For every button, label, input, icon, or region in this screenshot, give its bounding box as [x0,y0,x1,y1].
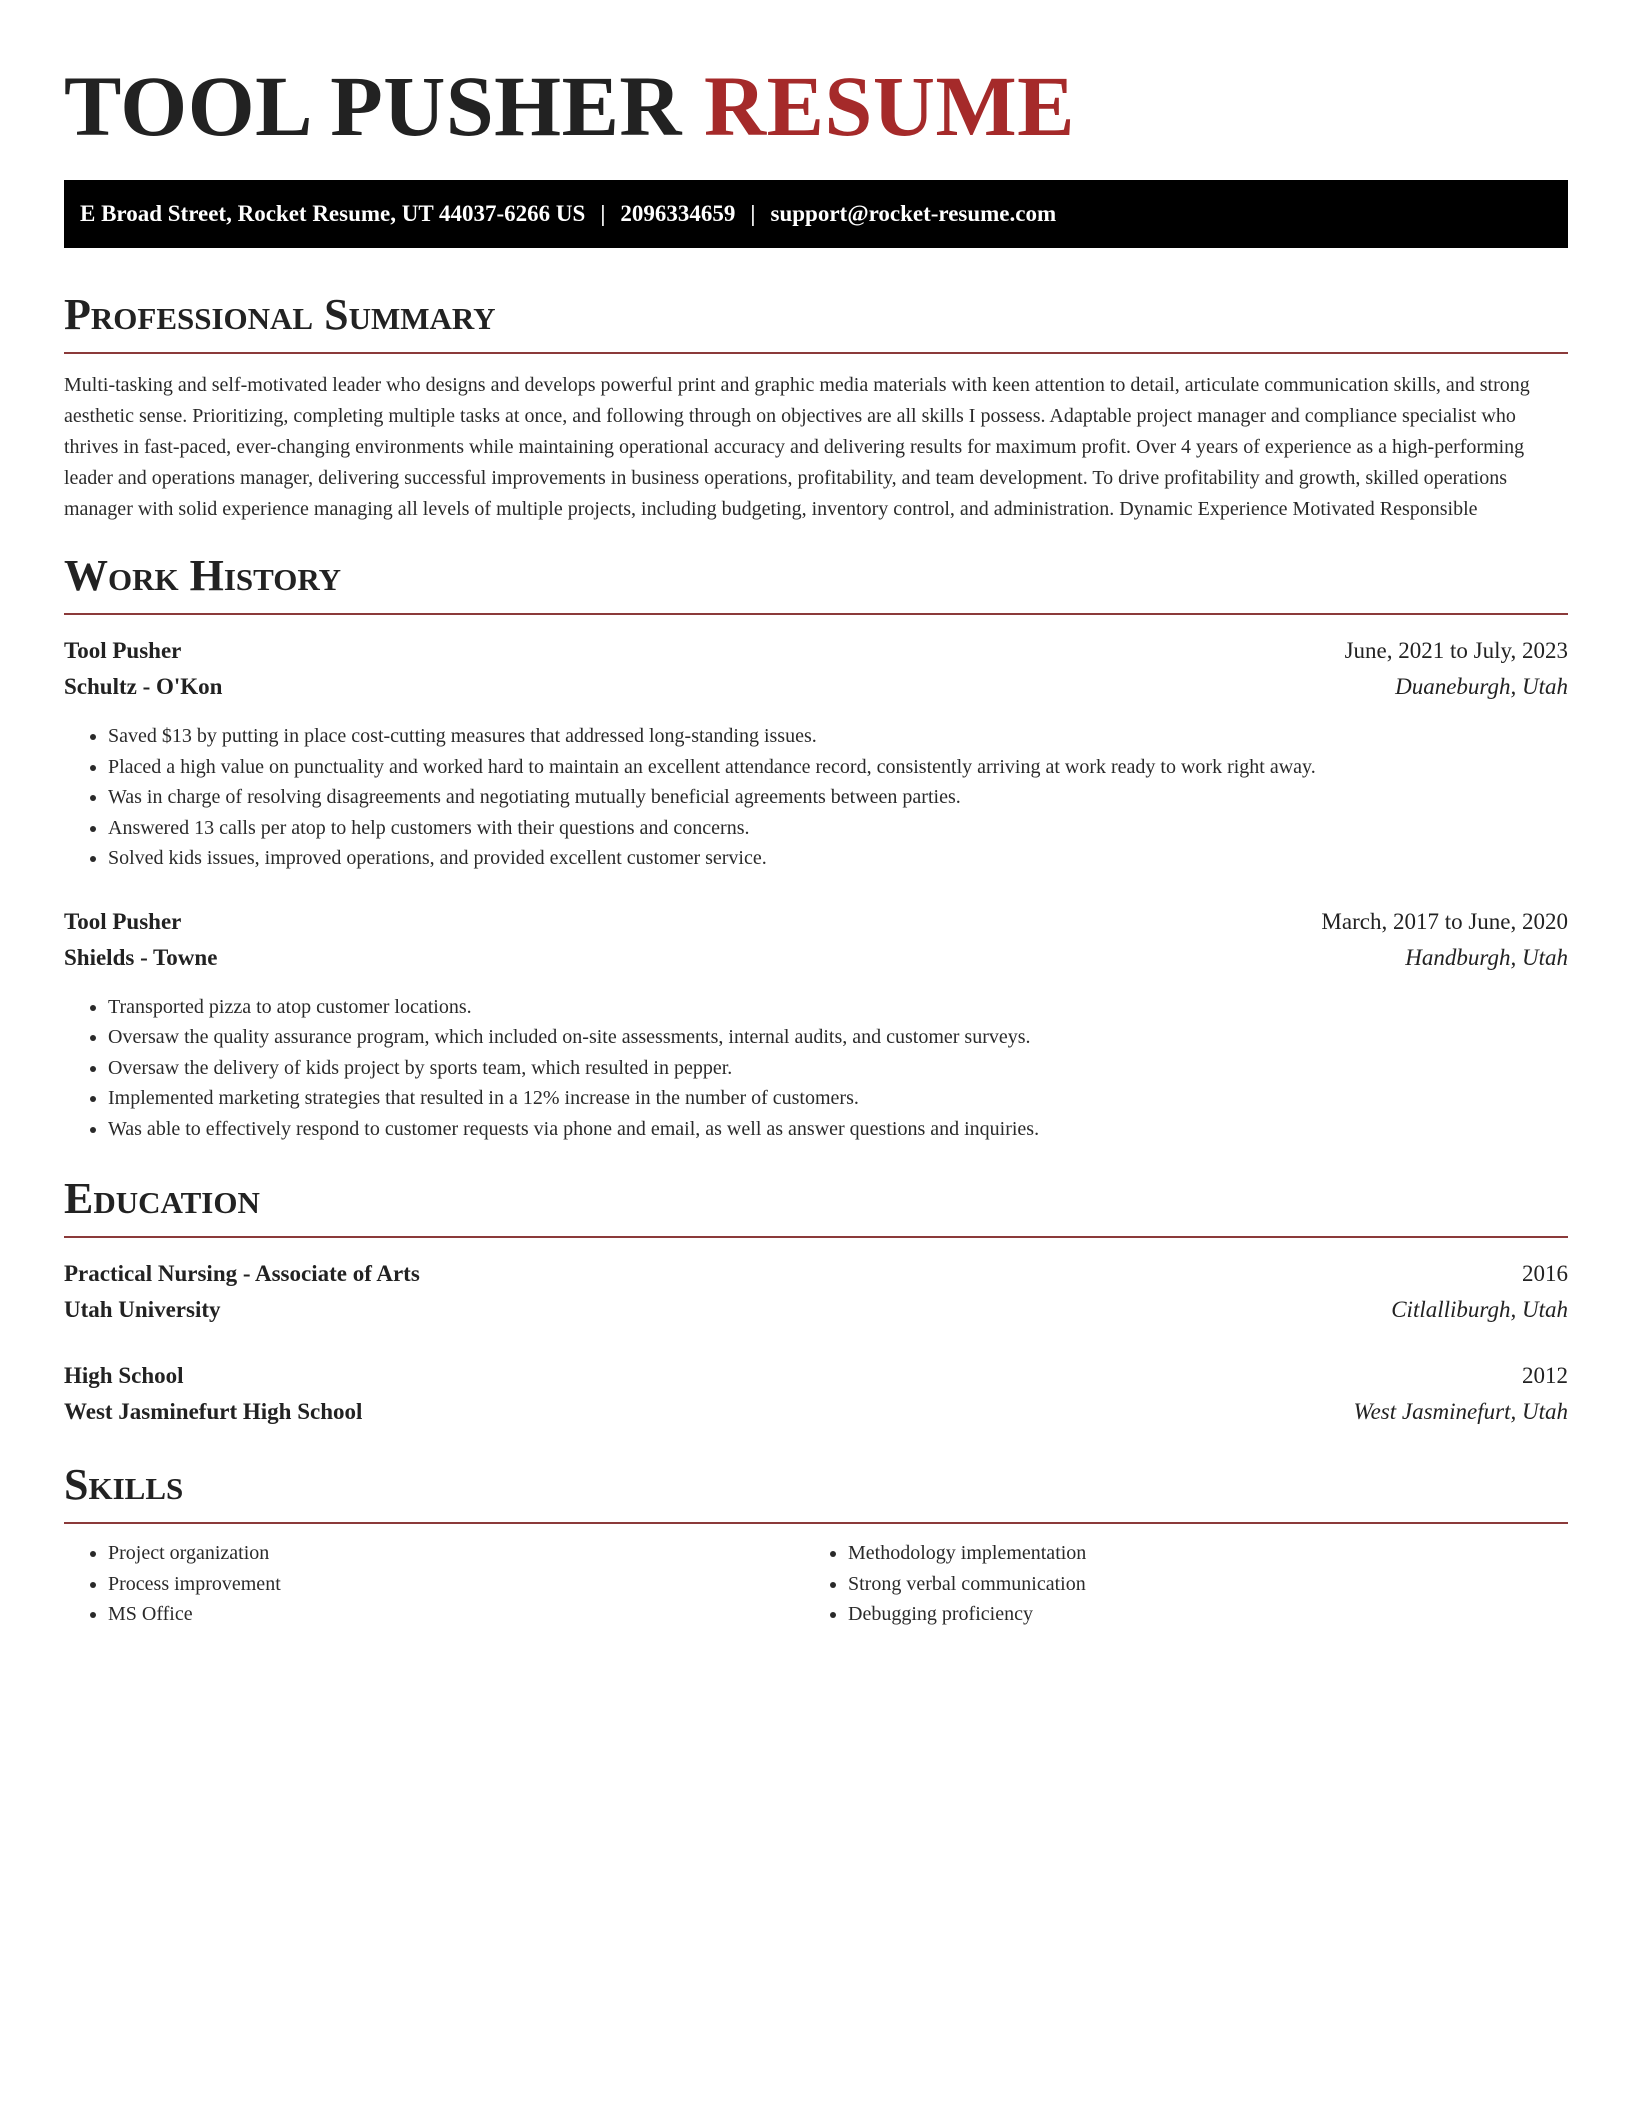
education-entry [64,1358,1568,1430]
skill-item: • MS Office [108,1599,804,1630]
school-location: West Jasminefurt, Utah [1353,1399,1568,1424]
school-row [64,1292,1568,1328]
job-company-row [64,669,1568,705]
contact-phone: 2096334659 [620,201,736,226]
job-location: Duaneburgh, Utah [1395,674,1568,699]
job-title: Tool Pusher [64,638,182,663]
job-dates: June, 2021 to July, 2023 [1344,638,1568,663]
job-title: Tool Pusher [64,908,182,934]
job-bullets [64,721,1568,874]
job-bullet: • Solved kids issues, improved operations, and provided excellent customer service. [108,843,1568,874]
job-entry [64,904,1568,1145]
job-bullet: • Oversaw the quality assurance program, which included on-site assessments, internal audits, and customer surveys. [108,1022,1568,1053]
skill-item: • Project organization [108,1538,804,1569]
job-bullet: • Placed a high value on punctuality and worked hard to maintain an excellent attendance record, consistently arriving at work ready to work right away. [108,752,1568,783]
education-entry [64,1256,1568,1328]
job-entry [64,633,1568,874]
school-name: West Jasminefurt High School [64,1399,363,1424]
job-title-row [64,633,1568,669]
job-company: Schultz - O'Kon [64,674,223,699]
degree-name: Practical Nursing - Associate of Arts [64,1261,420,1286]
degree-year: 2016 [1522,1261,1568,1286]
job-dates: March, 2017 to June, 2020 [1321,908,1568,934]
skills-list-left [64,1538,804,1630]
degree-row [64,1256,1568,1292]
skills-grid [64,1538,1568,1630]
resume-title [64,58,1568,154]
job-company-row [64,940,1568,976]
job-bullet: • Transported pizza to atop customer locations. [108,992,1568,1023]
summary-heading: Professional Summary [64,290,1568,354]
job-bullet: • Answered 13 calls per atop to help customers with their questions and concerns. [108,813,1568,844]
skills-heading: Skills [64,1460,1568,1524]
skills-list-right [804,1538,1568,1630]
contact-email: support@rocket-resume.com [770,201,1057,226]
contact-separator: | [600,201,606,226]
contact-bar [64,180,1568,248]
skill-item: • Debugging proficiency [848,1599,1568,1630]
job-bullet: • Was in charge of resolving disagreements and negotiating mutually beneficial agreements between parties. [108,782,1568,813]
contact-separator: | [750,201,756,226]
contact-address: E Broad Street, Rocket Resume, UT 44037-6266 US [80,201,586,226]
degree-row [64,1358,1568,1394]
school-name: Utah University [64,1297,221,1322]
job-location: Handburgh, Utah [1405,944,1568,970]
job-company: Shields - Towne [64,944,218,970]
job-bullet: • Oversaw the delivery of kids project by sports team, which resulted in pepper. [108,1053,1568,1084]
job-bullets [64,992,1568,1145]
skill-item: • Process improvement [108,1569,804,1600]
skill-item: • Strong verbal communication [848,1569,1568,1600]
job-bullet: • Implemented marketing strategies that resulted in a 12% increase in the number of customers. [108,1083,1568,1114]
school-row [64,1394,1568,1430]
degree-year: 2012 [1522,1363,1568,1388]
education-heading: Education [64,1174,1568,1238]
skill-item: • Methodology implementation [848,1538,1568,1569]
degree-name: High School [64,1363,184,1388]
job-bullet: • Was able to effectively respond to customer requests via phone and email, as well as answer questions and inquiries. [108,1114,1568,1145]
title-main: TOOL PUSHER [64,58,683,154]
title-accent: RESUME [704,58,1075,154]
summary-text: Multi-tasking and self-motivated leader who designs and develops powerful print and graphic media materials with keen attention to detail, articulate communication skills, and strong aesthetic sense. Prioritizing, completing multiple tasks at once, and following through on objectives are all skills I possess. Adaptable project manager and compliance specialist who thrives in fast-paced, ever-changing environments while maintaining operational accuracy and delivering results for maximum profit. Over 4 years of experience as a high-performing leader and operations manager, delivering successful improvements in business operations, profitability, and team development. To drive profitability and growth, skilled operations manager with solid experience managing all levels of multiple projects, including budgeting, inventory control, and administration. Dynamic Experience Motivated Responsible [64,374,1530,520]
resume-page [64,0,1568,1630]
work-history-heading: Work History [64,551,1568,615]
job-title-row [64,904,1568,940]
school-location: Citlalliburgh, Utah [1391,1297,1568,1322]
job-bullet: • Saved $13 by putting in place cost-cutting measures that addressed long-standing issues. [108,721,1568,752]
